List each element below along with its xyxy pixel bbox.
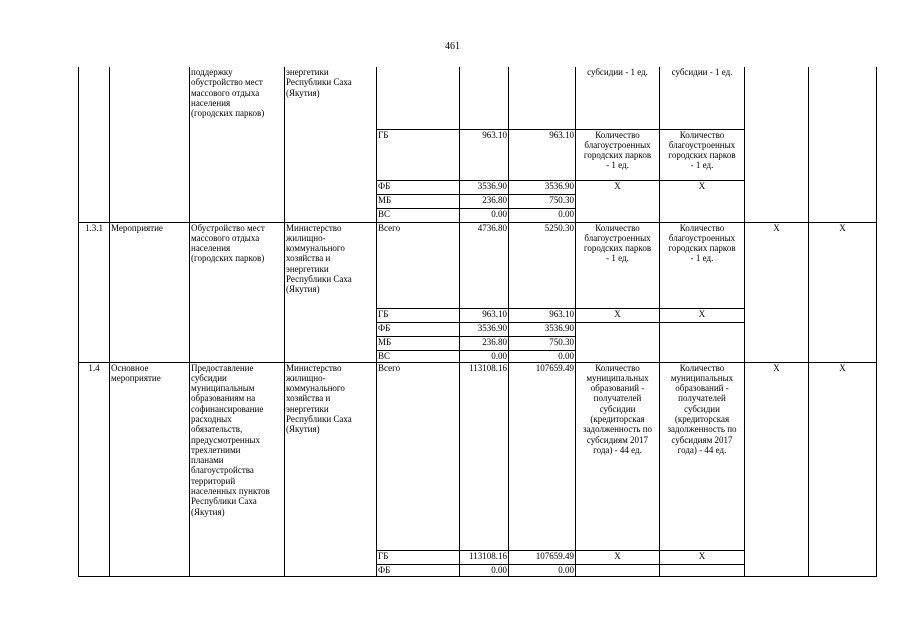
cell-value-1: 963.10: [460, 308, 509, 322]
cell-indicator-2: Количество благоустроенных городских парков - 1 ед.: [660, 129, 745, 180]
cell-value-1: 3536.90: [460, 322, 509, 336]
cell-indicator-2: [660, 322, 745, 362]
cell-value-1: 0.00: [460, 564, 509, 576]
cell-indicator-2: Х: [660, 308, 745, 322]
cell-indicator-2: Количество благоустроенных городских парков - 1 ед.: [660, 222, 745, 308]
cell-value-1: 113108.16: [460, 362, 509, 550]
cell-value-1: 963.10: [460, 129, 509, 180]
cell-value-2: 3536.90: [509, 180, 576, 194]
cell-value-2: 750.30: [509, 194, 576, 208]
cell-indicator-1: Х: [576, 550, 660, 564]
cell-indicator-1: [576, 564, 660, 576]
cell-indicator-1: Х: [576, 180, 660, 222]
cell-value-1: 0.00: [460, 350, 509, 362]
cell-name: Обустройство мест массового отдыха населения (городских парков): [190, 222, 285, 362]
cell-type: Основное мероприятие: [110, 362, 190, 576]
cell-org: Министерство жилищно- коммунального хозяйства и энергетики Республики Саха (Якутия): [285, 222, 377, 362]
cell-col11: [809, 67, 877, 222]
cell-source: ГБ: [377, 550, 460, 564]
cell-source: ГБ: [377, 129, 460, 180]
cell-org: энергетики Республики Саха (Якутия): [285, 67, 377, 222]
cell-source: ВС: [377, 208, 460, 222]
cell-value-2: 0.00: [509, 350, 576, 362]
cell-type: Мероприятие: [110, 222, 190, 362]
cell-value-2: 5250.30: [509, 222, 576, 308]
cell-indicator-1: [576, 322, 660, 362]
cell-value-1: 113108.16: [460, 550, 509, 564]
cell-indicator-1: Количество благоустроенных городских парков - 1 ед.: [576, 129, 660, 180]
cell-source: МБ: [377, 194, 460, 208]
cell-indicator-2: Х: [660, 550, 745, 564]
cell-value-2: 963.10: [509, 129, 576, 180]
table-row: [79, 67, 877, 129]
cell-value-1: 0.00: [460, 208, 509, 222]
cell-col11: Х: [809, 222, 877, 362]
cell-type: [110, 67, 190, 222]
cell-source: ФБ: [377, 564, 460, 576]
cell-source: МБ: [377, 336, 460, 350]
cell-indicator-1: Х: [576, 308, 660, 322]
cell-source: Всего: [377, 222, 460, 308]
cell-org: Министерство жилищно- коммунального хозяйства и энергетики Республики Саха (Якутия): [285, 362, 377, 576]
cell-value-1: [460, 67, 509, 129]
cell-indicator-2: Х: [660, 180, 745, 222]
cell-value-2: 0.00: [509, 564, 576, 576]
cell-indicator-2: [660, 564, 745, 576]
cell-num: 1.4: [79, 362, 110, 576]
cell-num: [79, 67, 110, 222]
program-table: [78, 67, 877, 577]
cell-source: Всего: [377, 362, 460, 550]
cell-source: ГБ: [377, 308, 460, 322]
cell-indicator-2: субсидии - 1 ед.: [660, 67, 745, 129]
cell-col11: Х: [809, 362, 877, 576]
cell-name: поддержку обустройство мест массового отдыха населения (городских парков): [190, 67, 285, 222]
page-number: 461: [445, 41, 460, 52]
cell-value-2: 107659.49: [509, 362, 576, 550]
cell-source: ФБ: [377, 322, 460, 336]
cell-value-1: 4736.80: [460, 222, 509, 308]
cell-value-2: 107659.49: [509, 550, 576, 564]
table-row: [79, 222, 877, 308]
cell-value-2: 0.00: [509, 208, 576, 222]
cell-col10: Х: [745, 222, 809, 362]
cell-num: 1.3.1: [79, 222, 110, 362]
cell-col10: Х: [745, 362, 809, 576]
cell-indicator-1: Количество благоустроенных городских парков - 1 ед.: [576, 222, 660, 308]
cell-indicator-1: Количество муниципальных образований - получателей субсидии (кредиторская задолженность по субсидиям 2017 года) - 44 ед.: [576, 362, 660, 550]
cell-indicator-2: Количество муниципальных образований - получателей субсидии (кредиторская задолженность по субсидиям 2017 года) - 44 ед.: [660, 362, 745, 550]
cell-value-1: 3536.90: [460, 180, 509, 194]
cell-indicator-1: субсидии - 1 ед.: [576, 67, 660, 129]
cell-value-2: 3536.90: [509, 322, 576, 336]
cell-value-2: [509, 67, 576, 129]
table-row: [79, 362, 877, 550]
cell-col10: [745, 67, 809, 222]
cell-value-1: 236.80: [460, 336, 509, 350]
cell-value-2: 963.10: [509, 308, 576, 322]
cell-source: ВС: [377, 350, 460, 362]
cell-name: Предоставление субсидии муниципальным образованиям на софинансирование расходных обязательств, предусмотренных трехлетними планами благоустройства территорий населенных пунктов Республики Саха (Якутия): [190, 362, 285, 576]
cell-source: ФБ: [377, 180, 460, 194]
cell-value-1: 236.80: [460, 194, 509, 208]
cell-source: [377, 67, 460, 129]
cell-value-2: 750.30: [509, 336, 576, 350]
